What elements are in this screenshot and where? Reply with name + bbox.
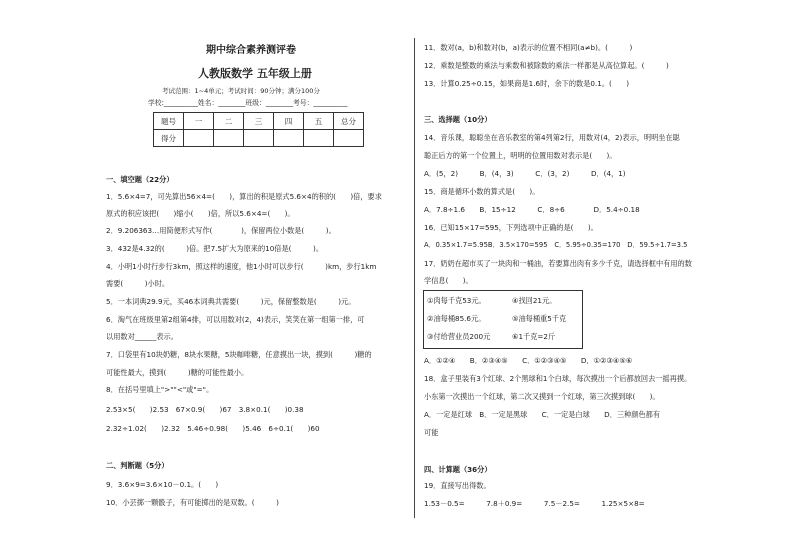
score-input-cell[interactable] (184, 130, 214, 147)
table-cell: 得分 (154, 130, 184, 147)
column-divider (414, 38, 415, 518)
table-cell: 题号 (154, 113, 184, 130)
section-heading-multiple-choice: 三、选择题（10分） (424, 115, 492, 124)
section-heading-fill-blank: 一、填空题（22分） (106, 175, 174, 184)
exam-info: 考试范围：1~4单元；考试时间：90分钟；满分100分 (162, 87, 320, 95)
student-info-line: 学校:__________姓名：________班级：________考号：__________ (148, 99, 348, 107)
question-line: 8．在括号里填上">""<"或"="。 (106, 385, 214, 394)
exam-subtitle: 人教版数学 五年级上册 (198, 67, 312, 80)
table-cell: 二 (214, 113, 244, 130)
section-heading-calculation: 四、计算题（36分） (424, 465, 492, 474)
question-line: 以用数对______表示。 (106, 332, 178, 341)
question-line: 原式的积应该把( )缩小( )倍，所以5.6×4=( )。 (106, 209, 295, 218)
question-line: 10．小芸掷一颗骰子，有可能掷出的是双数。( ) (106, 498, 279, 507)
table-cell: 四 (274, 113, 304, 130)
info-box-item: ④找回21元。 (512, 296, 557, 305)
choice-options: A．一定是红球 B．一定是黑球 C．一定是白球 D．三种颜色都有 (424, 410, 661, 419)
question-line: 15．商是循环小数的算式是( )。 (424, 187, 540, 196)
score-table (153, 112, 364, 147)
question-line: 学信息( )。 (424, 276, 473, 285)
question-line: 5．一本词典29.9元，买46本词典共需要( )元，保留整数是( )元。 (106, 297, 356, 306)
score-input-cell[interactable] (244, 130, 274, 147)
question-line: 7．口袋里有10块奶糖，8块水果糖，5块咖啡糖，任意摸出一块，摸到( )糖的 (106, 350, 372, 359)
exam-title: 期中综合素养测评卷 (206, 45, 296, 56)
question-line: 19．直接写出得数。 (424, 481, 491, 490)
info-box-item: ①肉每千克53元。 (427, 296, 486, 305)
question-line: 2．9.206363…用简便形式写作( )，保留两位小数是( )。 (106, 226, 336, 235)
question-line: 6．淘气在班级里第2组第4排，可以用数对(2，4)表示，笑笑在第一组第一排，可 (106, 315, 365, 324)
score-input-cell[interactable] (214, 130, 244, 147)
choice-options: A．0.35×1.7=5.95B．3.5×170=595 C．5.95÷0.35=170 D．59.5÷1.7=3.5 (424, 241, 688, 249)
section-heading-true-false: 二、判断题（5分） (106, 461, 169, 470)
info-box-item: ⑤油每桶重5千克 (512, 314, 567, 323)
score-table-score-row (154, 130, 364, 147)
question-line: 16．已知15×17=595，下列选项中正确的是( )。 (424, 223, 598, 232)
question-line: 可能性最大，摸到( )糖的可能性最小。 (106, 368, 249, 377)
question-line: 12．乘数是整数的乘法与乘数和被除数的乘法一样都是从高位算起。( ) (424, 61, 669, 70)
question-line: 11．数对(a，b)和数对(b，a)表示的位置不相同(a≠b)。( ) (424, 43, 633, 52)
question-line: 2.53×5( )2.53 67×0.9( )67 3.8×0.1( )0.38 (106, 405, 304, 414)
question-line: 小东第一次摸出一个红球，第二次又摸到一个红球，第三次摸到球( )。 (424, 392, 660, 401)
question-line: 18．盒子里装有3个红球、2个黑球和1个白球，每次摸出一个后都放回去一摇再摸。 (424, 374, 692, 383)
question-line: 1.53－0.5= 7.8＋0.9= 7.5－2.5= 1.25×5×8= (424, 499, 645, 508)
score-input-cell[interactable] (274, 130, 304, 147)
choice-options: 可能 (424, 428, 439, 437)
score-input-cell[interactable] (334, 130, 364, 147)
table-cell: 总分 (334, 113, 364, 130)
question-line: 17．奶奶在超市买了一块肉和一桶油，若要算出肉有多少千克，请选择框中有用的数 (424, 259, 692, 268)
question-line: 4．小明1小时行步行3km，照这样的速度，他1小时可以步行( )km，步行1km (106, 262, 377, 271)
question-line: 14．音乐课，聪聪坐在音乐教室的第4列第2行，用数对(4，2)表示，明明坐在聪 (424, 133, 680, 142)
table-cell: 五 (304, 113, 334, 130)
table-cell: 一 (184, 113, 214, 130)
question-line: 聪正后方的第一个位置上，明明的位置用数对表示是( )。 (424, 151, 617, 160)
question-line: 13．计算0.25÷0.15，如果商是1.6时，余下的数是0.1。( ) (424, 79, 630, 88)
info-box-item: ⑥1千克=2斤 (512, 332, 556, 341)
choice-options: A．(5，2) B．(4，3) C．(3，2) D．(4，1) (424, 169, 626, 178)
table-cell: 三 (244, 113, 274, 130)
question-line: 需要( )小时。 (106, 279, 170, 288)
info-box-item: ②油每桶85.6元。 (427, 314, 486, 323)
choice-options: A．7.8÷1.6 B．15÷12 C．8÷6 D．5.4÷0.18 (424, 205, 640, 214)
score-table-header-row (154, 113, 364, 130)
question-line: 1．5.6×4=7，可先算出56×4=( )，算出的积是原式5.6×4的积的( )倍，要求 (106, 192, 382, 201)
question-line: 2.32÷1.02( )2.32 5.46÷0.98( )5.46 6÷0.1( )60 (106, 424, 320, 433)
score-input-cell[interactable] (304, 130, 334, 147)
question-line: 9．3.6×9=3.6×10－0.1。( ) (106, 480, 219, 489)
info-box-item: ③付给营业员200元 (427, 332, 491, 341)
choice-options: A．①②④ B．②③④⑤ C．①②③④⑤ D．①②③④⑤⑥ (424, 356, 633, 365)
question-line: 3．432是4.32的( )倍。把7.5扩大为原来的10倍是( )。 (106, 244, 324, 253)
